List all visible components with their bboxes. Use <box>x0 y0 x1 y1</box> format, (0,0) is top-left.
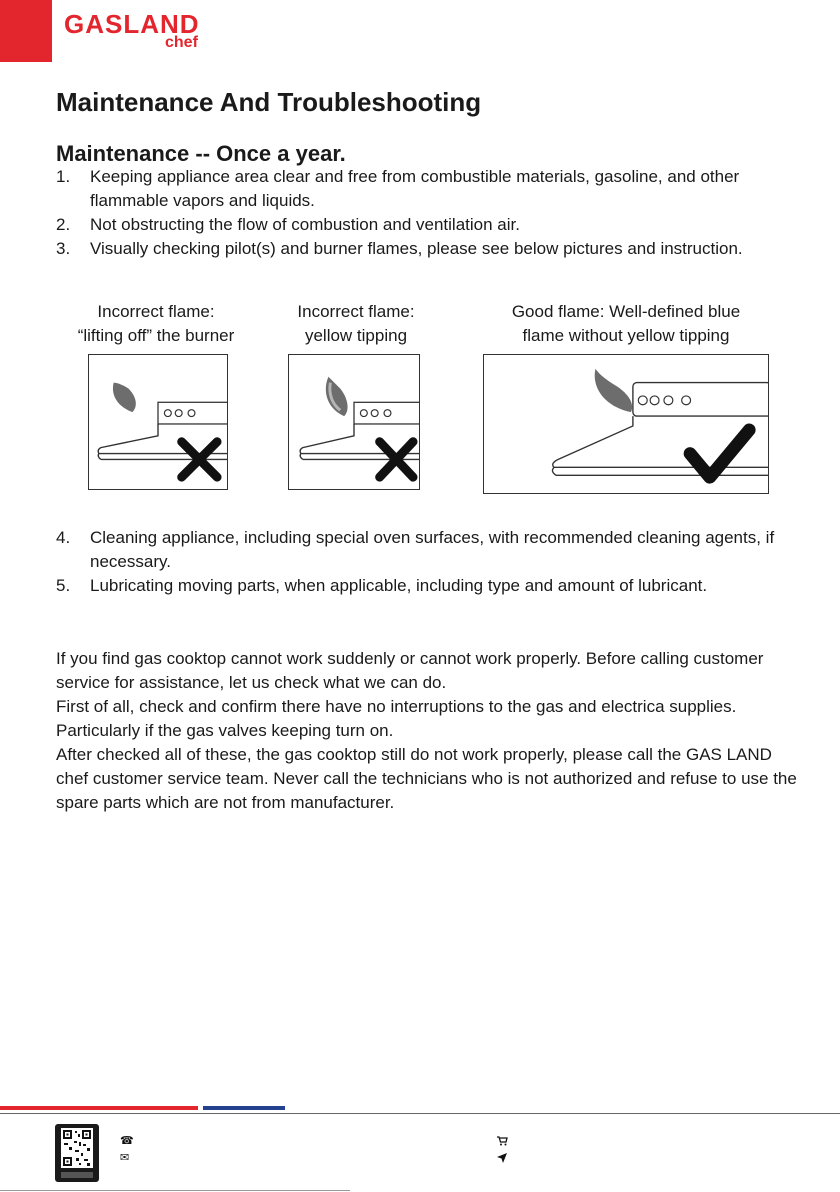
list-text: Not obstructing the flow of combustion and ventilation air. <box>90 215 520 234</box>
flame-diagram-good <box>483 354 769 494</box>
footer-blue-bar <box>203 1106 285 1110</box>
qr-code <box>55 1124 99 1182</box>
flame-caption-yellow <box>276 300 436 348</box>
page-title: Maintenance And Troubleshooting <box>56 87 482 117</box>
maintenance-list-b <box>56 526 796 598</box>
list-number: 1. <box>56 167 71 186</box>
paragraph: First of all, check and confirm there have no interruptions to the gas and electrica supplies. Particularly if the gas valves keeping turn on. <box>56 697 737 740</box>
flame-diagram-lifting <box>88 354 228 490</box>
list-text: Visually checking pilot(s) and burner flames, please see below pictures and instruction. <box>90 239 743 258</box>
list-number: 3. <box>56 239 71 258</box>
location-arrow-icon <box>497 1153 507 1166</box>
list-text: Lubricating moving parts, when applicable, including type and amount of lubricant. <box>90 576 708 595</box>
brand-logo <box>64 10 214 50</box>
burner-illustration <box>289 355 419 489</box>
brand-name: GASLAND <box>64 9 200 39</box>
maintenance-list-a <box>56 165 796 261</box>
caption-line: flame without yellow tipping <box>522 326 730 345</box>
brand-sub: chef <box>165 34 198 51</box>
list-item <box>56 213 796 237</box>
mail-icon: ✉ <box>120 1152 130 1164</box>
qr-label-strip <box>61 1172 93 1178</box>
caption-line: “lifting off” the burner <box>77 326 235 345</box>
list-text: Keeping appliance area clear and free from combustible materials, gasoline, and other flammable vapors and liquids. <box>90 167 740 210</box>
troubleshooting-text <box>56 647 806 815</box>
qr-pattern <box>61 1128 93 1168</box>
list-item <box>56 526 796 574</box>
list-number: 4. <box>56 528 71 547</box>
flame-caption-good <box>476 300 776 348</box>
section-subtitle: Maintenance -- Once a year. <box>56 141 346 166</box>
caption-line: Good flame: Well-defined blue <box>511 302 741 321</box>
check-icon <box>690 430 749 477</box>
burner-illustration <box>89 355 227 489</box>
paragraph: If you find gas cooktop cannot work suddenly or cannot work properly. Before calling customer service for assistance, let us check what we can do. <box>56 649 764 692</box>
caption-line: Incorrect flame: <box>97 302 215 321</box>
flame-diagrams <box>56 300 786 500</box>
flame-caption-lifting <box>56 300 256 348</box>
footer-divider <box>0 1113 840 1114</box>
flame-diagram-yellow <box>288 354 420 490</box>
list-item <box>56 237 796 261</box>
burner-illustration <box>484 355 768 493</box>
list-item <box>56 574 796 598</box>
caption-line: Incorrect flame: <box>297 302 415 321</box>
cart-icon <box>497 1136 508 1149</box>
list-text: Cleaning appliance, including special oven surfaces, with recommended cleaning agents, if necessary. <box>90 528 775 571</box>
list-item <box>56 165 796 213</box>
phone-icon: ☎ <box>120 1135 134 1147</box>
footer-red-bar <box>0 1106 198 1110</box>
caption-line: yellow tipping <box>304 326 408 345</box>
paragraph: After checked all of these, the gas cooktop still do not work properly, please call the GAS LAND chef customer service team. Never call the technicians who is not authorized and refuse to use the spare parts which are not from manufacturer. <box>56 745 797 812</box>
list-number: 2. <box>56 215 71 234</box>
list-number: 5. <box>56 576 71 595</box>
header-red-tab <box>0 0 52 62</box>
page-bottom-line <box>0 1190 350 1191</box>
